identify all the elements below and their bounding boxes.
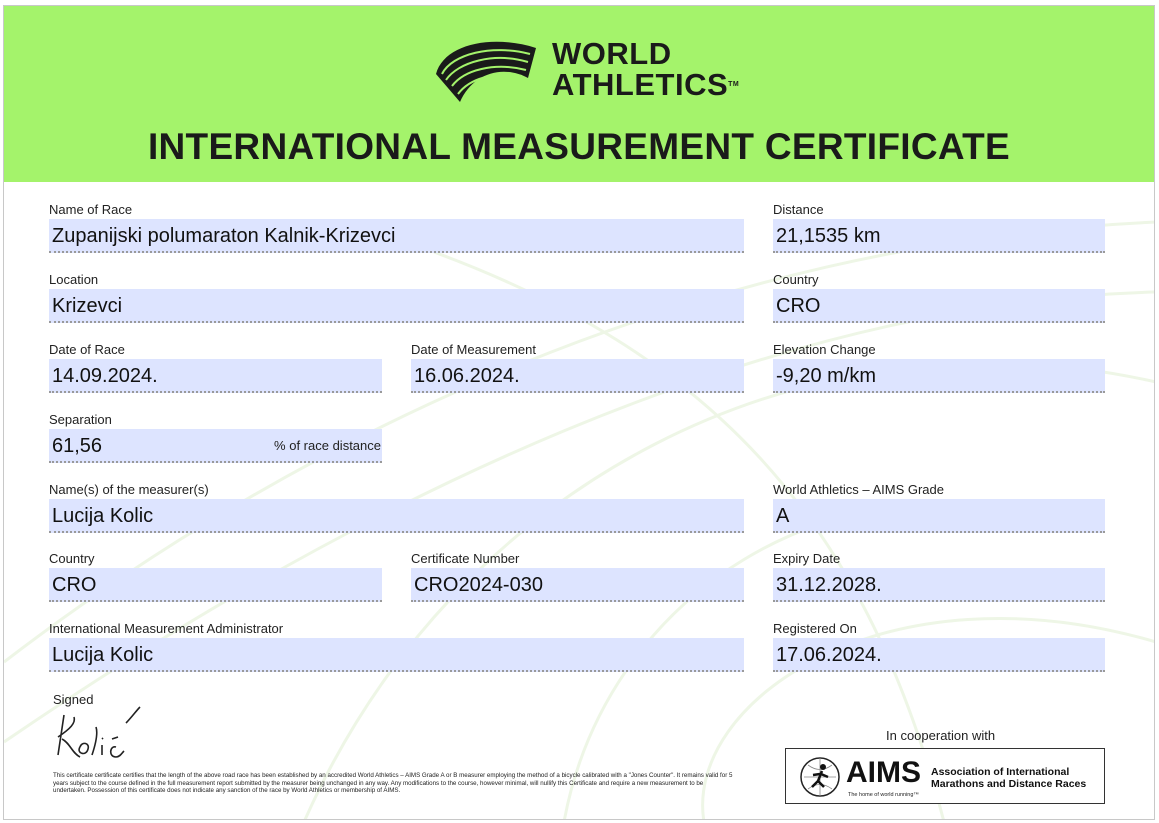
field-grade [773,482,1105,533]
signed-label: Signed [53,692,94,707]
certificate-header [4,6,1154,182]
field-value: 14.09.2024. [49,359,382,393]
logo-text-line1: WORLD [552,36,672,71]
field-certificate-number [411,551,744,602]
field-value: 16.06.2024. [411,359,744,393]
aims-full-name [931,766,1086,790]
aims-logo-box [785,748,1105,804]
logo-wordmark [552,38,739,100]
field-value: 17.06.2024. [773,638,1105,672]
field-label: Elevation Change [773,342,876,357]
field-label: Date of Measurement [411,342,537,357]
field-measurers [49,482,744,533]
field-value: Zupanijski polumaraton Kalnik-Krizevci [49,219,744,253]
field-value: CRO [773,289,1105,323]
aims-globe-runner-icon [798,753,842,801]
field-date-of-measurement [411,342,744,393]
field-label: Name(s) of the measurer(s) [49,482,209,497]
certificate [3,5,1155,820]
field-date-of-race [49,342,382,393]
cooperation-label: In cooperation with [886,728,996,743]
field-value: Lucija Kolic [49,638,744,672]
aims-tagline: The home of world running™ [848,792,919,798]
field-measurer-country [49,551,382,602]
field-label: Certificate Number [411,551,520,566]
field-label: Location [49,272,99,287]
field-label: Date of Race [49,342,125,357]
field-label: Distance [773,202,824,217]
field-distance [773,202,1105,253]
field-elevation-change [773,342,1105,393]
field-location [49,272,744,323]
logo-text-line2: ATHLETICS [552,67,729,102]
field-value: 21,1535 km [773,219,1105,253]
field-label: Registered On [773,621,857,636]
field-label: Country [773,272,819,287]
field-value: CRO [49,568,382,602]
field-label: World Athletics – AIMS Grade [773,482,944,497]
field-separation [49,412,382,463]
field-label: Separation [49,412,112,427]
handwritten-signature [50,703,150,769]
world-athletics-emblem-icon [432,34,540,104]
field-label: Country [49,551,95,566]
field-label: Expiry Date [773,551,841,566]
field-label: International Measurement Administrator [49,621,284,636]
field-value: 31.12.2028. [773,568,1105,602]
separation-value: 61,56 [52,435,103,457]
world-athletics-logo [432,34,752,104]
aims-full-name-line2: Marathons and Distance Races [931,778,1087,790]
aims-wordmark: AIMS [846,756,921,789]
field-value: Krizevci [49,289,744,323]
field-expiry-date [773,551,1105,602]
field-value [49,429,382,463]
separation-unit: % of race distance [274,438,381,453]
field-administrator [49,621,744,672]
field-label: Name of Race [49,202,133,217]
field-value: Lucija Kolic [49,499,744,533]
field-value: -9,20 m/km [773,359,1105,393]
certificate-fineprint: This certificate certificate certifies that the length of the above road race has been established by an accredited World Athletics – AIMS Grade A or B measurer employing the method of a bicycle calibrated with a "Jones Counter". It remains valid for 5 years subject to the course defined in the full measurement report submitted by the measurer being unchanged in any way. Any modifications to the course, however minimal, will nullify this Certificate and require a new measurement to be undertaken. Possession of this certificate does not indicate any sanction of the race by World Athletics or membership of AIMS. [53,772,733,794]
field-value: CRO2024-030 [411,568,744,602]
field-registered-on [773,621,1105,672]
field-name-of-race [49,202,744,253]
field-value: A [773,499,1105,533]
aims-full-name-line1: Association of International [931,766,1070,778]
certificate-title: INTERNATIONAL MEASUREMENT CERTIFICATE [147,126,1011,167]
field-country [773,272,1105,323]
logo-trademark: TM [728,81,740,88]
